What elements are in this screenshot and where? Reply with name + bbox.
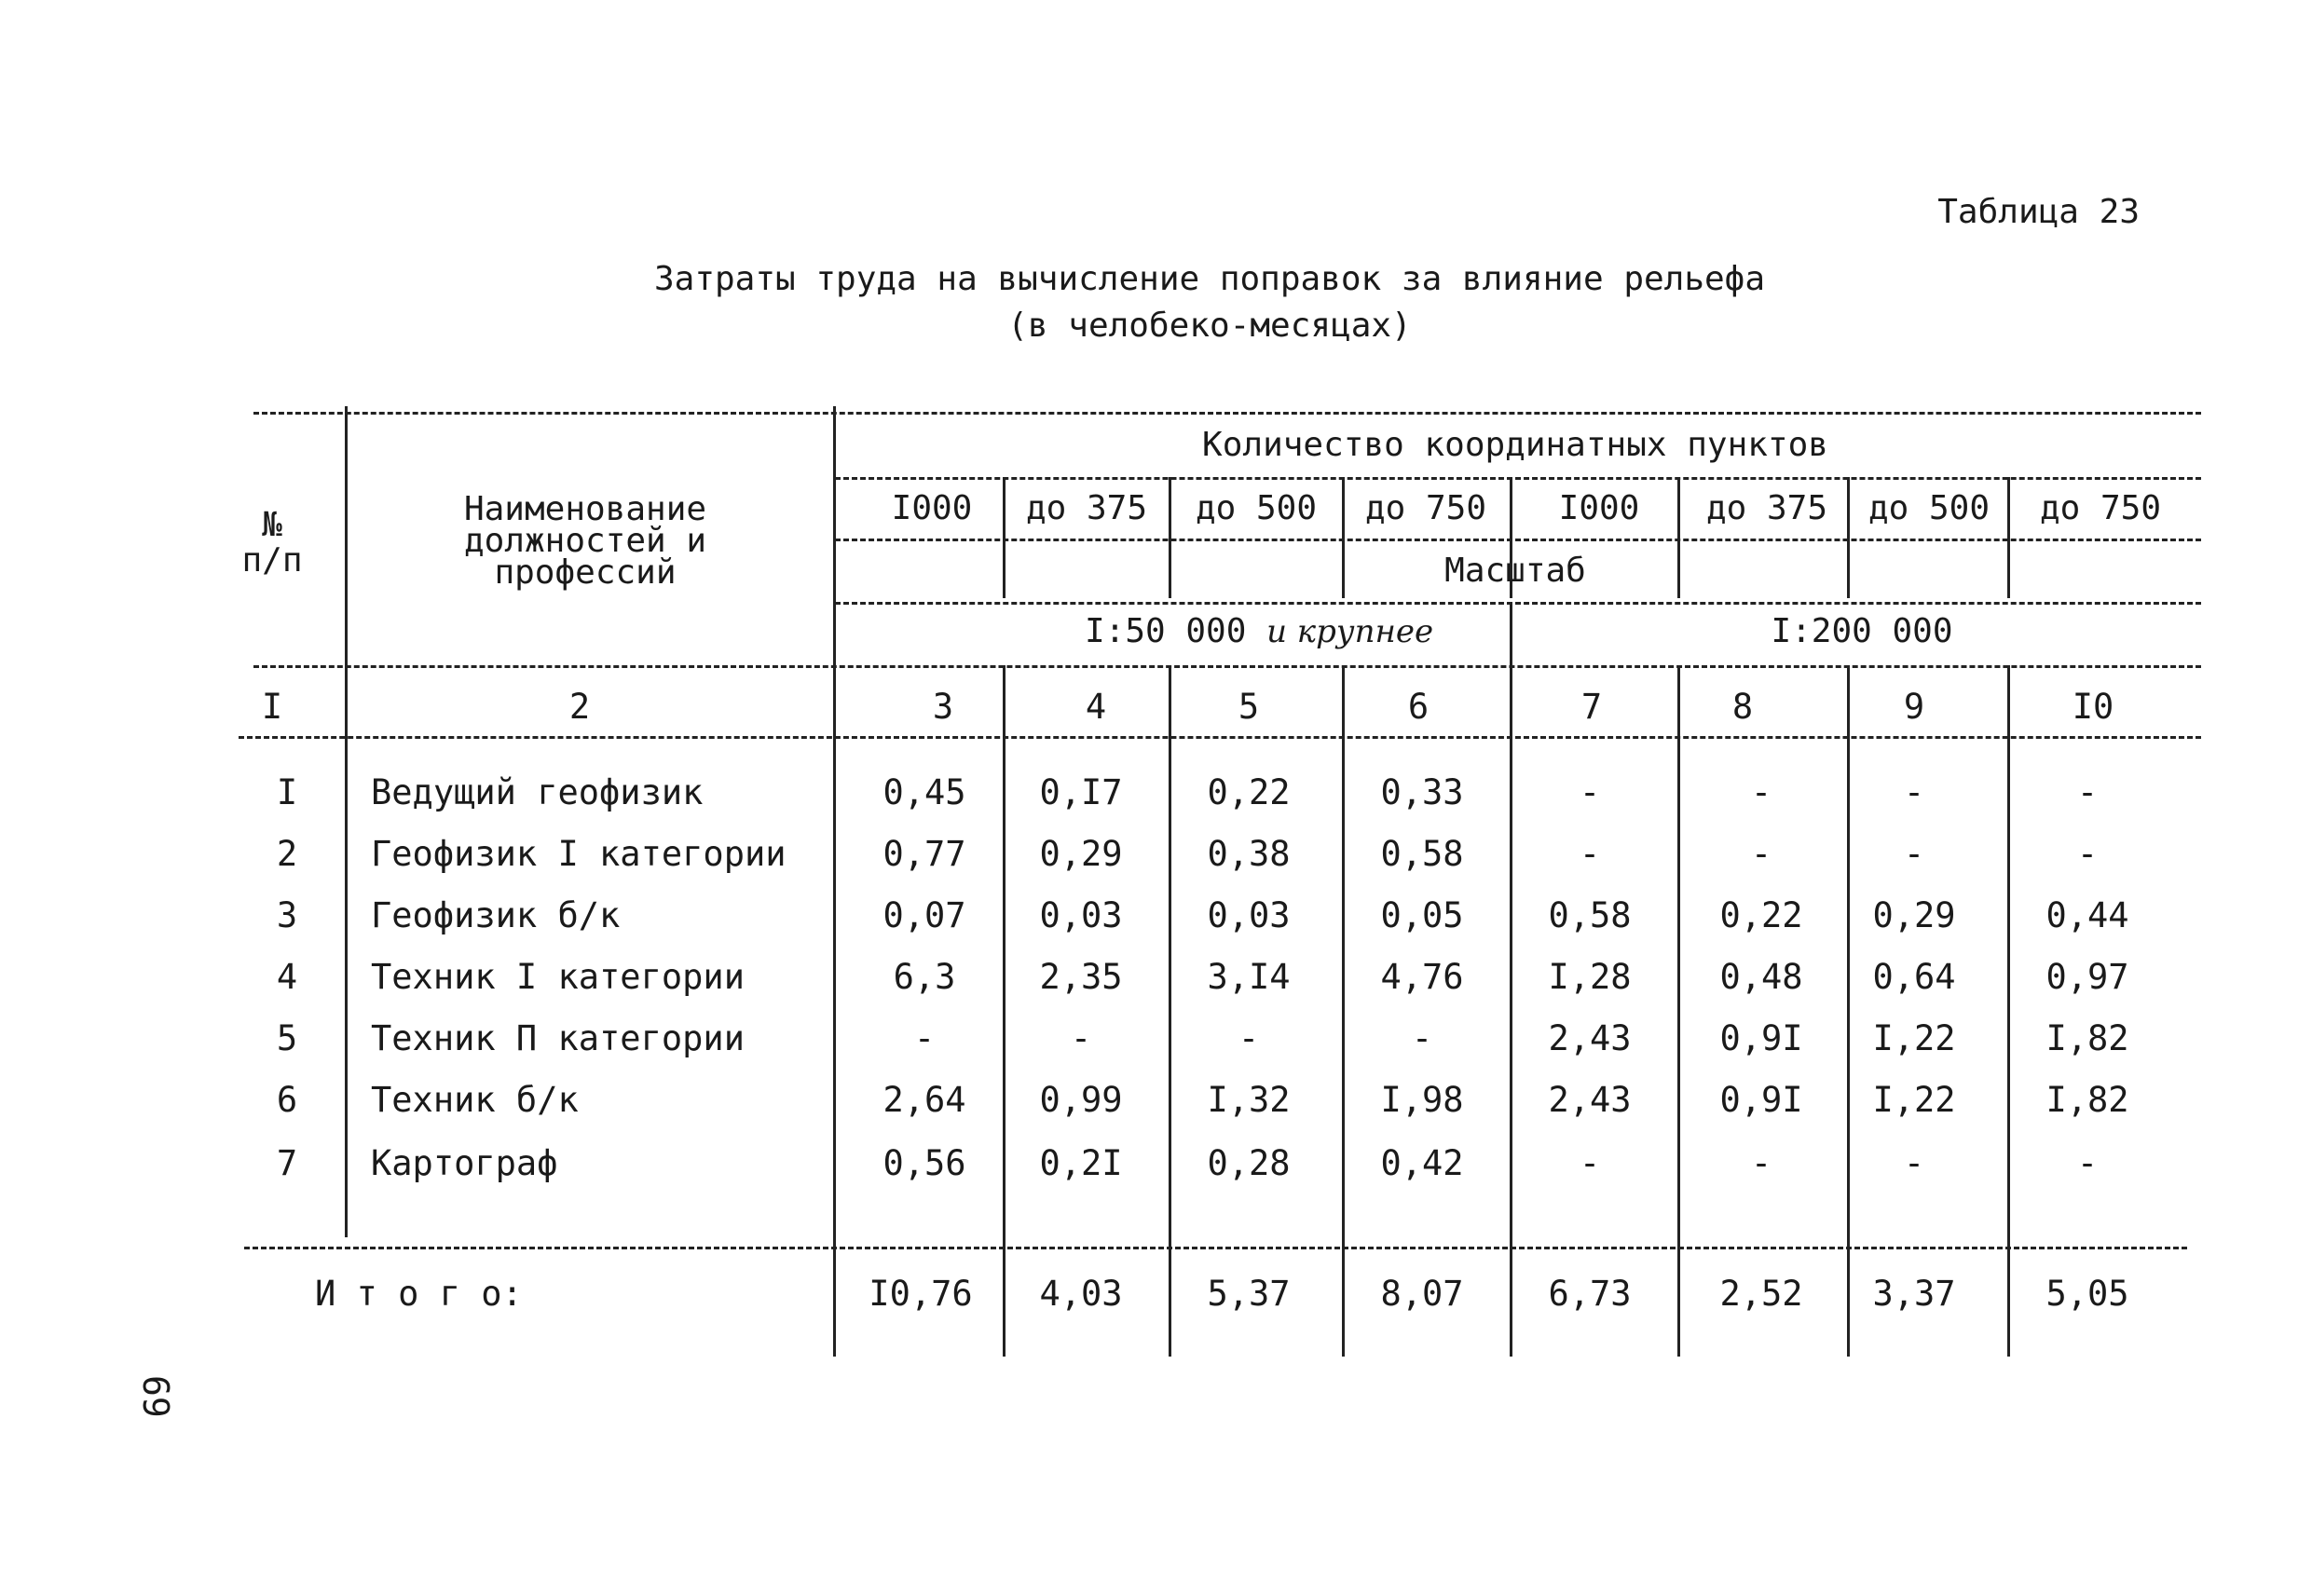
column-number-9: 9	[1903, 687, 1925, 727]
row-value: -	[1238, 1018, 1260, 1058]
row-value: 0,42	[1380, 1143, 1464, 1183]
header-name-col: Наименование должностей и профессий	[463, 490, 707, 593]
vline-c3	[1342, 665, 1345, 1357]
row-value: 0,64	[1872, 957, 1956, 997]
header-points-8: до 750	[2039, 489, 2162, 527]
row-value: -	[2076, 834, 2099, 874]
row-value: I,82	[2045, 1018, 2129, 1058]
row-value: 2,43	[1548, 1018, 1632, 1058]
header-points-group: Количество координатных пунктов	[1202, 426, 1828, 464]
header-num-col: № п/п	[241, 506, 303, 580]
vline-num	[345, 406, 348, 1237]
column-number-8: 8	[1731, 687, 1754, 727]
row-value: 0,22	[1719, 895, 1803, 935]
row-value: 6,3	[893, 957, 956, 997]
table-subtitle: (в челобеко-месяцах)	[1007, 307, 1412, 345]
row-number: 3	[276, 895, 298, 935]
column-number-3: 3	[932, 687, 954, 727]
row-value: I,28	[1548, 957, 1632, 997]
row-value: 0,05	[1380, 895, 1464, 935]
header-scale-a	[1085, 612, 1434, 650]
row-value: -	[1903, 772, 1925, 812]
header-scale-a-printed: I:50 000	[1085, 612, 1247, 650]
row-value: -	[1579, 834, 1601, 874]
row-value: I,32	[1207, 1080, 1291, 1120]
column-number-7: 7	[1580, 687, 1603, 727]
vline-c2	[1169, 665, 1171, 1357]
header-scale-group: Масштаб	[1444, 552, 1586, 590]
header-scale-b: I:200 000	[1771, 612, 1953, 650]
row-value: 0,28	[1207, 1143, 1291, 1183]
row-value: -	[1750, 1143, 1772, 1183]
row-value: 0,22	[1207, 772, 1291, 812]
row-value: -	[913, 1018, 936, 1058]
row-value: -	[1579, 1143, 1601, 1183]
row-value: I,22	[1872, 1018, 1956, 1058]
column-number-2: 2	[568, 687, 591, 727]
row-value: 0,29	[1872, 895, 1956, 935]
row-value: 0,07	[882, 895, 966, 935]
colnum-bottom-rule	[239, 736, 2201, 739]
total-value: 5,05	[2045, 1274, 2129, 1314]
vline-h7	[2007, 477, 2010, 598]
row-value: 0,99	[1039, 1080, 1123, 1120]
row-value: 0,I7	[1039, 772, 1123, 812]
table-top-rule	[253, 412, 2201, 415]
row-number: 7	[276, 1143, 298, 1183]
row-value: I,98	[1380, 1080, 1464, 1120]
row-position-name: Геофизик I категории	[371, 834, 787, 874]
row-value: 0,77	[882, 834, 966, 874]
row-value: 0,9I	[1719, 1018, 1803, 1058]
header-scale-a-handwritten: и крупнее	[1266, 613, 1434, 650]
row-position-name: Техник П категории	[371, 1018, 745, 1058]
vline-h2	[1169, 477, 1171, 598]
column-number-5: 5	[1238, 687, 1260, 727]
total-value: 2,52	[1719, 1274, 1803, 1314]
row-value: 0,38	[1207, 834, 1291, 874]
vline-h6	[1847, 477, 1850, 598]
vline-h1	[1003, 477, 1006, 598]
vline-c1	[1003, 665, 1006, 1357]
row-value: 0,33	[1380, 772, 1464, 812]
header-points-3: до 500	[1195, 489, 1318, 527]
row-value: -	[1750, 772, 1772, 812]
row-value: 2,64	[882, 1080, 966, 1120]
row-value: 0,2I	[1039, 1143, 1123, 1183]
row-value: 0,9I	[1719, 1080, 1803, 1120]
total-value: 6,73	[1548, 1274, 1632, 1314]
points-row-rule	[835, 539, 2201, 541]
row-value: 0,48	[1719, 957, 1803, 997]
total-value: 8,07	[1380, 1274, 1464, 1314]
row-value: 0,58	[1548, 895, 1632, 935]
row-value: 0,56	[882, 1143, 966, 1183]
row-value: 0,97	[2045, 957, 2129, 997]
row-position-name: Техник I категории	[371, 957, 745, 997]
row-number: 2	[276, 834, 298, 874]
total-value: 4,03	[1039, 1274, 1123, 1314]
row-value: -	[1903, 1143, 1925, 1183]
column-number-10: I0	[2072, 687, 2114, 727]
header-points-1: I000	[891, 489, 973, 527]
vline-c7	[2007, 665, 2010, 1357]
total-top-rule	[244, 1247, 2187, 1249]
vline-c5	[1677, 665, 1680, 1357]
column-number-1: I	[261, 687, 283, 727]
row-number: I	[276, 772, 298, 812]
vline-h5	[1677, 477, 1680, 598]
row-value: -	[2076, 772, 2099, 812]
row-position-name: Геофизик б/к	[371, 895, 621, 935]
row-value: 2,43	[1548, 1080, 1632, 1120]
header-points-7: до 500	[1867, 489, 1991, 527]
vline-scale-split	[1510, 602, 1512, 665]
table-title: Затраты труда на вычисление поправок за влияние рельефа	[653, 260, 1766, 298]
row-value: -	[1903, 834, 1925, 874]
total-label: И т о г о:	[315, 1274, 523, 1314]
row-value: -	[1411, 1018, 1433, 1058]
row-value: 0,29	[1039, 834, 1123, 874]
row-number: 5	[276, 1018, 298, 1058]
vline-c6	[1847, 665, 1850, 1357]
row-value: I,22	[1872, 1080, 1956, 1120]
row-value: 0,03	[1207, 895, 1291, 935]
row-value: 2,35	[1039, 957, 1123, 997]
row-value: 0,58	[1380, 834, 1464, 874]
row-value: -	[2076, 1143, 2099, 1183]
row-value: 0,45	[882, 772, 966, 812]
column-number-6: 6	[1407, 687, 1430, 727]
column-number-4: 4	[1085, 687, 1107, 727]
points-group-rule	[835, 477, 2201, 480]
row-value: 0,44	[2045, 895, 2129, 935]
row-value: 0,03	[1039, 895, 1123, 935]
total-value: 5,37	[1207, 1274, 1291, 1314]
vline-name	[833, 406, 836, 1357]
row-value: 3,I4	[1207, 957, 1291, 997]
row-value: I,82	[2045, 1080, 2129, 1120]
table-label: Таблица 23	[1937, 193, 2140, 231]
header-points-6: до 375	[1705, 489, 1828, 527]
vline-h3	[1342, 477, 1345, 598]
row-number: 4	[276, 957, 298, 997]
row-value: -	[1579, 772, 1601, 812]
row-position-name: Ведущий геофизик	[371, 772, 704, 812]
header-points-2: до 375	[1025, 489, 1148, 527]
page-number: 69	[135, 1375, 176, 1418]
row-value: -	[1070, 1018, 1092, 1058]
row-value: 4,76	[1380, 957, 1464, 997]
row-number: 6	[276, 1080, 298, 1120]
scale-group-rule	[835, 602, 2201, 605]
header-bottom-rule	[253, 665, 2201, 668]
row-position-name: Картограф	[371, 1143, 558, 1183]
vline-c4	[1510, 665, 1512, 1357]
row-value: -	[1750, 834, 1772, 874]
total-value: 3,37	[1872, 1274, 1956, 1314]
header-points-5: I000	[1558, 489, 1640, 527]
total-value: I0,76	[869, 1274, 973, 1314]
row-position-name: Техник б/к	[371, 1080, 579, 1120]
header-points-4: до 750	[1364, 489, 1487, 527]
